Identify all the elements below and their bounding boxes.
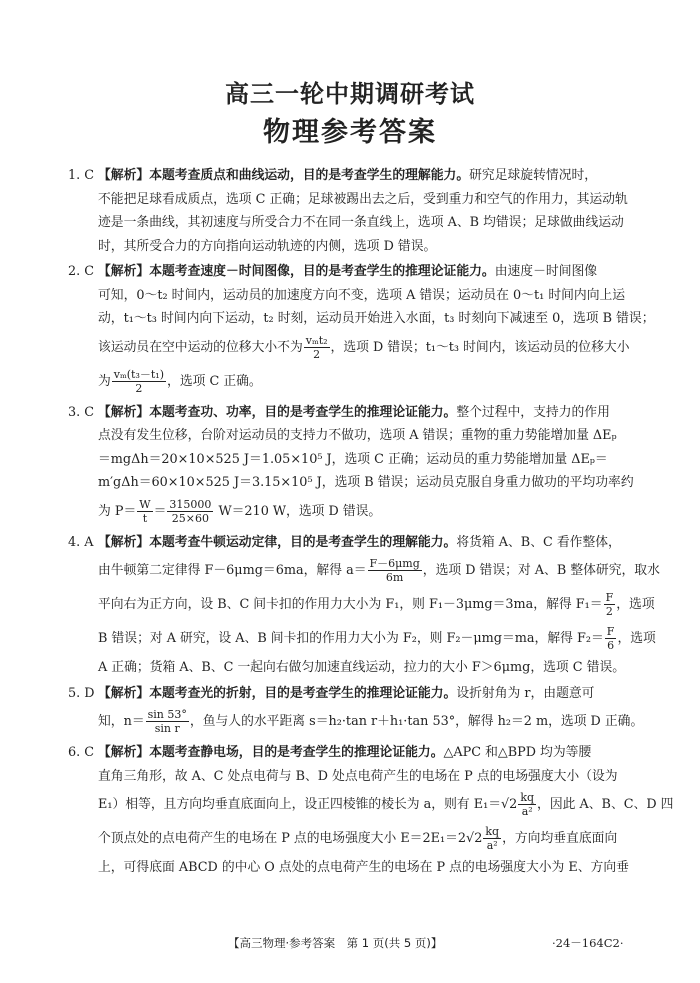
analysis-heading: 本题考查光的折射，目的是考查学生的推理论证能力。 [149, 685, 457, 701]
answer-item-4 [68, 531, 660, 680]
answer-text: E₁）相等，且方向均垂直底面向上，设正四棱锥的棱长为 a，则有 E₁＝√2 [98, 797, 518, 812]
answer-text: 时，其所受合力的方向指向运动轨迹的内侧，选项 D 错误。 [98, 238, 437, 254]
answer-text: 设折射角为 r，由题意可 [456, 685, 595, 701]
answer-text: W＝210 W，选项 D 错误。 [214, 503, 382, 519]
analysis-heading: 本题考查速度－时间图像，目的是考查学生的推理论证能力。 [149, 264, 495, 279]
answer-text: ，因此 A、B、C、D 四 [537, 797, 674, 812]
answer-text: 由速度－时间图像 [494, 264, 598, 279]
answer-text: ，选项 [616, 597, 655, 612]
fraction: $\frac{\text{F－6μmg}}{6m}$ [369, 557, 420, 584]
answer-text: 个顶点处的点电荷产生的电场在 P 点的电场强度大小 E＝2E₁＝2√2 [98, 831, 483, 846]
answer-text: 点没有发生位移，台阶对运动员的支持力不做功，选项 A 错误；重物的重力势能增加量 ΔEₚ [98, 428, 617, 443]
analysis-tag: 【解析】 [98, 745, 150, 760]
fraction: $\frac{kq}{\text{a²}}$ [520, 791, 535, 818]
answer-text: B 错误；对 A 研究，设 A、B 间卡扣的作用力大小为 F₂，则 F₂－μmg＝ma，解得 F₂＝ [98, 631, 604, 646]
answer-text: 整个过程中，支持力的作用 [456, 404, 610, 420]
fraction: $\frac{315000}{25\times 60}$ [169, 497, 212, 525]
answer-number: 5. D [68, 685, 95, 701]
answer-text: 知，n＝ [98, 714, 145, 729]
analysis-heading: 本题考查功、功率，目的是考查学生的推理论证能力。 [149, 404, 457, 420]
analysis-tag: 【解析】 [98, 264, 150, 279]
analysis-heading: 本题考查静电场，目的是考查学生的推理论证能力。 [149, 745, 444, 760]
answer-text: 迹是一条曲线，其初速度与所受合力不在同一条直线上，选项 A、B 均错误；足球做曲线运动 [98, 215, 624, 230]
fraction: $\frac{\text{vₘ(t₃－t₁)}}{2}$ [113, 367, 165, 395]
answer-text: ＝ [153, 503, 167, 519]
analysis-tag: 【解析】 [98, 168, 150, 183]
answer-item-2 [68, 260, 655, 399]
answer-text: 直角三角形，故 A、C 处点电荷与 B、D 处点电荷产生的电场在 P 点的电场强度大小（设为 [98, 768, 618, 784]
footer-code: ·24－164C2· [552, 936, 624, 950]
page-subtitle: 物理参考答案 [263, 117, 437, 148]
answer-text: ，方向均垂直底面向 [502, 831, 618, 846]
fraction: $\frac{\text{vₘt₂}}{2}$ [305, 333, 328, 361]
answer-text: ＝mgΔh＝20×10×525 J＝1.05×10⁵ J，选项 C 正确；运动员的重力势能增加量 ΔEₚ＝ [98, 451, 608, 467]
answer-text: 将货箱 A、B、C 看作整体， [456, 534, 621, 550]
answer-text: ，选项 D 错误；t₁～t₃ 时间内，该运动员的位移大小 [330, 339, 630, 355]
analysis-tag: 【解析】 [98, 685, 150, 701]
analysis-heading: 本题考查质点和曲线运动，目的是考查学生的理解能力。 [149, 168, 470, 183]
answer-text: ，选项 [617, 631, 656, 646]
answer-number: 4. A [68, 534, 94, 550]
answer-text: A 正确；货箱 A、B、C 一起向右做匀加速直线运动，拉力的大小 F＞6μmg，选项 C 错误。 [98, 660, 626, 675]
answer-text: 为 P＝ [98, 503, 137, 519]
fraction: $\frac{\sin 53^\circ}{\text{sin r}}$ [147, 708, 187, 735]
answer-text: ，选项 D 错误；对 A、B 整体研究，取水 [422, 563, 660, 578]
analysis-heading: 本题考查牛顿运动定律，目的是考查学生的理解能力。 [149, 534, 457, 550]
answer-text: 不能把足球看成质点，选项 C 正确；足球被踢出去之后，受到重力和空气的作用力，其运动轨 [98, 191, 628, 207]
answer-text: 上，可得底面 ABCD 的中心 O 点处的点电荷产生的电场在 P 点的电场强度大小为 E、方向垂 [98, 860, 629, 875]
answer-item-6 [68, 741, 674, 880]
analysis-tag: 【解析】 [98, 534, 150, 550]
page-title: 高三一轮中期调研考试 [225, 80, 475, 108]
answer-list [68, 164, 674, 882]
answer-text: ，鱼与人的水平距离 s＝h₂·tan r＋h₁·tan 53°，解得 h₂＝2 m，选项 D 正确。 [189, 714, 644, 729]
answer-text: △APC 和△BPD 均为等腰 [443, 745, 592, 760]
answer-text: ，选项 C 正确。 [167, 373, 262, 389]
answer-item-1 [68, 164, 640, 258]
footer-page-info: 【高三物理·参考答案 第 1 页(共 5 页)】 [228, 936, 443, 950]
answer-text: 可知，0～t₂ 时间内，运动员的加速度方向不变，选项 A 错误；运动员在 0～t₁ 时间内向上运 [98, 287, 626, 303]
answer-item-3 [68, 401, 640, 529]
answer-text: 为 [98, 373, 111, 389]
answer-text: 研究足球旋转情况时， [469, 168, 598, 183]
answer-number: 3. C [68, 404, 95, 420]
answer-number: 6. C [68, 745, 95, 760]
answer-number: 2. C [68, 264, 95, 279]
fraction: $\frac{F}{2}$ [605, 591, 614, 618]
answer-text: m′gΔh＝60×10×525 J＝3.15×10⁵ J，选项 B 错误；运动员克服自身重力做功的平均功率约 [98, 475, 634, 490]
fraction: $\frac{kq}{\text{a²}}$ [485, 825, 500, 852]
answer-text: 平向右为正方向，设 B、C 间卡扣的作用力大小为 F₁，则 F₁－3μmg＝3ma，解得 F₁＝ [98, 597, 603, 612]
fraction: $\frac{F}{6}$ [606, 625, 615, 652]
answer-item-5 [68, 682, 644, 740]
answer-text: 由牛顿第二定律得 F－6μmg＝6ma，解得 a＝ [98, 563, 367, 578]
answer-number: 1. C [68, 168, 95, 183]
answer-text: 动，t₁～t₃ 时间内向下运动，t₂ 时刻，运动员开始进入水面，t₃ 时刻向下减速至 0，选项 B 错误； [98, 311, 655, 326]
fraction: $\frac{W}{t}$ [139, 497, 151, 525]
analysis-tag: 【解析】 [98, 404, 150, 420]
answer-text: 该运动员在空中运动的位移大小不为 [98, 339, 303, 355]
